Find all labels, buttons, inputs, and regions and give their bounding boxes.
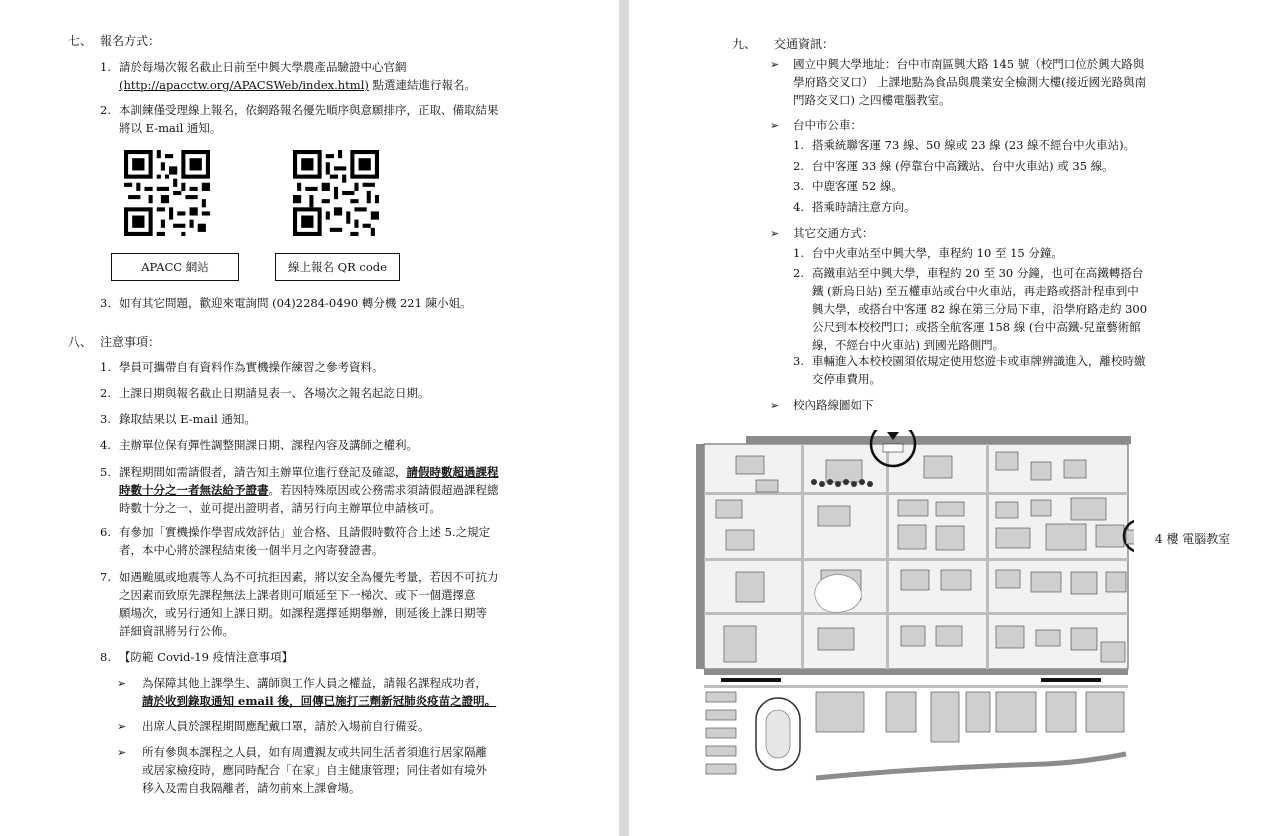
covid-rule-emphasis: 請於收到錄取通知 email 後，回傳已施打三劑新冠肺炎疫苗之證明。 [142, 694, 497, 708]
item-number: 3. [793, 354, 804, 368]
certificate-text: 有參加「實機操作學習成效評估」並合格、且請假時數符合上述 5.之規定 [119, 525, 491, 539]
transport-item: 車輛進入本校校園須依規定使用悠遊卡或車牌辨識進入，離校時繳 [812, 354, 1146, 368]
item-number: 2. [100, 386, 111, 400]
covid-rule: 為保障其他上課學生、講師與工作人員之權益，請報名課程成功者， [142, 676, 487, 690]
campus-map[interactable] [686, 430, 1134, 785]
transport-item: 興大學，或搭台中客運 82 線在第三分局下車，沿學府路走約 300 [812, 302, 1148, 316]
bullet-arrow-icon: ➢ [770, 399, 780, 412]
transport-item: 高鐵車站至中興大學，車程約 20 至 30 分鐘，也可在高鐵轉搭台 [812, 266, 1144, 280]
bus-route: 搭乘統聯客運 73 線、50 線或 23 線 (23 線不經台中火車站)。 [812, 138, 1136, 152]
item-number: 1. [793, 138, 804, 152]
covid-rule: 或居家檢疫時，應同時配合「在家」自主健康管理；同住者如有境外 [142, 763, 487, 777]
bus-route: 中鹿客運 52 線。 [812, 179, 903, 193]
notice-item: 錄取結果以 E-mail 通知。 [119, 412, 256, 426]
left-page [0, 0, 619, 836]
online-registration-text: 將以 E-mail 通知。 [119, 121, 222, 135]
leave-policy-emphasis: 請假時數超過課程 [406, 465, 499, 479]
force-majeure-text: 詳細資訊將另行公佈。 [119, 624, 234, 638]
section-7-title: 報名方式： [100, 34, 161, 48]
item-number: 5. [100, 465, 111, 479]
item-number: 1. [793, 246, 804, 260]
section-8-title: 注意事項： [100, 335, 161, 349]
registration-link[interactable]: (http://apacctw.org/APACSWeb/index.html) [119, 78, 369, 92]
bullet-arrow-icon: ➢ [117, 746, 127, 759]
leave-policy-emphasis: 時數十分之一者無法給予證書 [119, 483, 269, 497]
bullet-arrow-icon: ➢ [770, 58, 780, 71]
item-number: 3. [793, 179, 804, 193]
section-9-number: 九、 [732, 37, 757, 51]
item-number: 7. [100, 570, 111, 584]
bullet-arrow-icon: ➢ [770, 227, 780, 240]
transport-item: 公尺到本校校門口；或搭全航客運 158 線 (台中高鐵-兒童藝術館 [812, 320, 1141, 334]
address-text: 學府路交叉口） 上課地點為食品與農業安全檢測大樓(接近國光路與南 [793, 75, 1147, 89]
apacc-qr-code[interactable] [124, 150, 210, 236]
item-number: 2. [793, 159, 804, 173]
leave-policy-text: 課程期間如需請假者，請告知主辦單位進行登記及確認， [119, 465, 407, 479]
online-registration-text: 本訓練僅受理線上報名，依網路報名優先順序與意願排序，正取、備取結果 [119, 103, 499, 117]
leave-policy-text: 時數十分之一、並可提出證明者，請另行向主辦單位申請核可。 [119, 501, 441, 515]
force-majeure-text: 願場次，或另行通知上課日期。如課程選擇延期舉辦，則延後上課日期等 [119, 606, 487, 620]
bus-route: 搭乘時請注意方向。 [812, 200, 916, 214]
transport-item: 鐵 (新烏日站) 至五權車站或台中火車站，再走路或搭計程車到中 [812, 284, 1139, 298]
address-text: 門路交叉口) 之四樓電腦教室。 [793, 93, 951, 107]
transport-item: 線，不經台中火車站) 到國光路側門。 [812, 338, 1005, 352]
leave-policy-text: 。若因特殊原因或公務需求須請假超過課程總 [268, 483, 499, 497]
item-number: 2. [793, 266, 804, 280]
other-transport-title: 其它交通方式： [793, 226, 874, 240]
apacc-website-label: APACC 網站 [111, 253, 239, 281]
section-8-number: 八、 [68, 335, 93, 349]
item-number: 1. [100, 60, 111, 74]
map-title: 校內路線圖如下 [793, 398, 874, 412]
certificate-text: 者，本中心將於課程結束後一個半月之內寄發證書。 [119, 543, 384, 557]
page-gutter [619, 0, 629, 836]
computer-room-note: 4 樓 電腦教室 [1155, 532, 1231, 546]
bus-route: 台中客運 33 線 (停靠台中高鐵站、台中火車站) 或 35 線。 [812, 159, 1114, 173]
registration-text-end: 點選連結進行報名。 [368, 78, 477, 92]
bullet-arrow-icon: ➢ [770, 119, 780, 132]
qr-code-label: 線上報名 QR code [275, 253, 400, 281]
force-majeure-text: 如遇颱風或地震等人為不可抗拒因素，將以安全為優先考量，若因不可抗力 [119, 570, 499, 584]
transport-item: 交停車費用。 [812, 372, 881, 386]
item-number: 2. [100, 103, 111, 117]
contact-info: 如有其它問題，歡迎來電詢問 (04)2284-0490 轉分機 221 陳小姐。 [119, 296, 472, 310]
bullet-arrow-icon: ➢ [117, 677, 127, 690]
bus-title: 台中市公車： [793, 118, 862, 132]
covid-rule: 移入及需自我隔離者，請勿前來上課會場。 [142, 781, 361, 795]
section-7-number: 七、 [68, 34, 93, 48]
item-number: 3. [100, 296, 111, 310]
notice-item: 學員可攜帶自有資料作為實機操作練習之參考資料。 [119, 360, 384, 374]
notice-item: 主辦單位保有彈性調整開課日期、課程內容及講師之權利。 [119, 438, 418, 452]
item-number: 1. [100, 360, 111, 374]
covid-title: 【防範 Covid-19 疫情注意事項】 [119, 650, 294, 664]
notice-item: 上課日期與報名截止日期請見表一、各場次之報名起訖日期。 [119, 386, 430, 400]
item-number: 3. [100, 412, 111, 426]
item-number: 4. [793, 200, 804, 214]
item-number: 6. [100, 525, 111, 539]
address-text: 國立中興大學地址：台中市南區興大路 145 號（校門口位於興大路與 [793, 57, 1145, 71]
bullet-arrow-icon: ➢ [117, 720, 127, 733]
covid-rule: 出席人員於課程期間應配戴口罩，請於入場前自行備妥。 [142, 719, 430, 733]
force-majeure-text: 之因素而致原先課程無法上課者則可順延至下一梯次、或下一個選擇意 [119, 588, 476, 602]
transport-item: 台中火車站至中興大學，車程約 10 至 15 分鐘。 [812, 246, 1063, 260]
registration-text: 請於每場次報名截止日前至中興大學農產品驗證中心官網 [119, 60, 407, 74]
section-9-title: 交通資訊： [774, 37, 835, 51]
item-number: 4. [100, 438, 111, 452]
registration-qr-code[interactable] [293, 150, 379, 236]
item-number: 8. [100, 650, 111, 664]
covid-rule: 所有參與本課程之人員，如有周遭親友或共同生活者須進行居家隔離 [142, 745, 487, 759]
